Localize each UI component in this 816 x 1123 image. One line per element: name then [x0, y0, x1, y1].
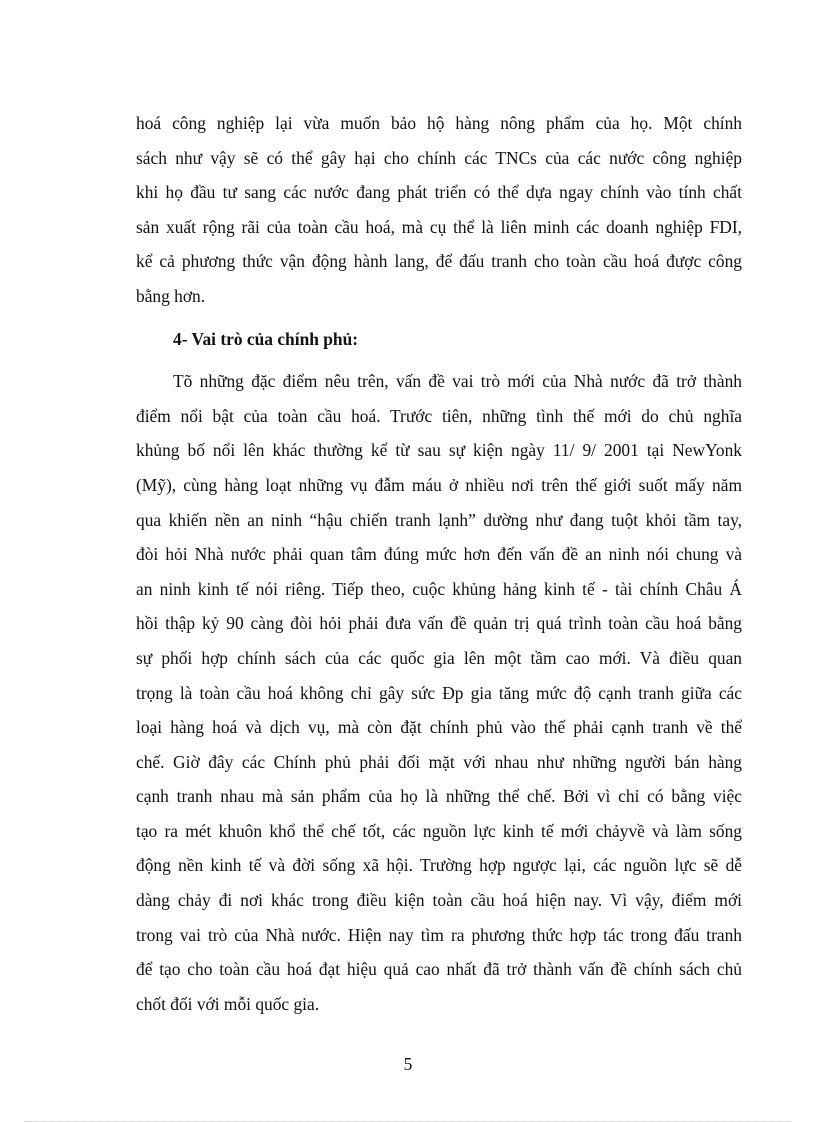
text-line: trọng là toàn cầu hoá không chỉ gây sức Đp gia tăng mức độ cạnh tranh giữa các	[136, 682, 742, 703]
text-line: động nền kinh tế và đời sống xã hội. Trường hợp ngược lại, các nguồn lực sẽ dễ	[136, 855, 742, 876]
text-line: khi họ đầu tư sang các nước đang phát triển có thể dựa ngay chính vào tính chất	[136, 182, 742, 203]
text-line: bằng hơn.	[136, 285, 206, 306]
text-line: Tõ những đặc điểm nêu trên, vấn đề vai trò mới của Nhà nước đã trở thành	[173, 371, 742, 392]
text-line: hoá công nghiệp lại vừa muốn bảo hộ hàng nông phẩm của họ. Một chính	[136, 113, 742, 133]
text-line: sách như vậy sẽ có thể gây hại cho chính các TNCs của các nước công nghiệp	[136, 147, 742, 168]
text-line: chế. Giờ đây các Chính phủ phải đối mặt với nhau như những người bán hàng	[136, 751, 742, 772]
text-line: loại hàng hoá và dịch vụ, mà còn đặt chính phủ vào thế phải cạnh tranh về thể	[136, 717, 742, 738]
text-line: tạo ra mét khuôn khổ thể chế tốt, các nguồn lực kinh tế mới chảyvề và làm sống	[136, 820, 742, 841]
text-line: sự phối hợp chính sách của các quốc gia lên một tầm cao mới. Và điều quan	[136, 647, 742, 668]
text-line: qua khiến nền an ninh “hậu chiến tranh lạnh” dường như đang tuột khỏi tầm tay,	[136, 509, 742, 530]
text-line: dàng chảy đi nơi khác trong điều kiện toàn cầu hoá hiện nay. Vì vậy, điểm mới	[136, 890, 742, 911]
text-line: chốt đối với mỗi quốc gia.	[136, 993, 320, 1014]
text-line: sản xuất rộng rãi của toàn cầu hoá, mà cụ thể là liên minh các doanh nghiệp FDI,	[136, 216, 742, 237]
text-line: kể cả phương thức vận động hành lang, để đấu tranh cho toàn cầu hoá được công	[136, 251, 742, 272]
paragraph-1	[136, 106, 742, 314]
text-line: khủng bố nổi lên khác thường kể từ sau sự kiện ngày 11/ 9/ 2001 tại NewYonk	[136, 440, 742, 461]
text-line: cạnh tranh nhau mà sản phẩm của họ là những thể chế. Bởi vì chỉ có bằng việc	[136, 786, 742, 807]
text-line: để tạo cho toàn cầu hoá đạt hiệu quả cao nhất đã trở thành vấn đề chính sách chủ	[136, 959, 742, 980]
text-line: hồi thập kỷ 90 càng đòi hỏi phải đưa vấn đề quản trị quá trình toàn cầu hoá bằng	[136, 613, 742, 634]
page-number: 5	[403, 1054, 413, 1074]
paragraph-2	[136, 364, 742, 1021]
document-body	[136, 106, 742, 1021]
text-line: đòi hỏi Nhà nước phải quan tâm đúng mức hơn đến vấn đề an ninh nói chung và	[136, 544, 742, 565]
text-line: (Mỹ), cùng hàng loạt những vụ đẫm máu ở nhiều nơi trên thế giới suốt mấy năm	[136, 474, 742, 495]
text-line: điểm nổi bật của toàn cầu hoá. Trước tiên, những tình thế mới do chủ nghĩa	[136, 405, 742, 426]
text-line: an ninh kinh tế nói riêng. Tiếp theo, cuộc khủng hảng kinh tế - tài chính Châu Á	[136, 578, 742, 599]
page-bottom-divider	[24, 1121, 792, 1122]
text-line: trong vai trò của Nhà nước. Hiện nay tìm ra phương thức hợp tác trong đấu tranh	[136, 924, 742, 945]
section-heading: 4- Vai trò của chính phủ:	[173, 328, 359, 349]
